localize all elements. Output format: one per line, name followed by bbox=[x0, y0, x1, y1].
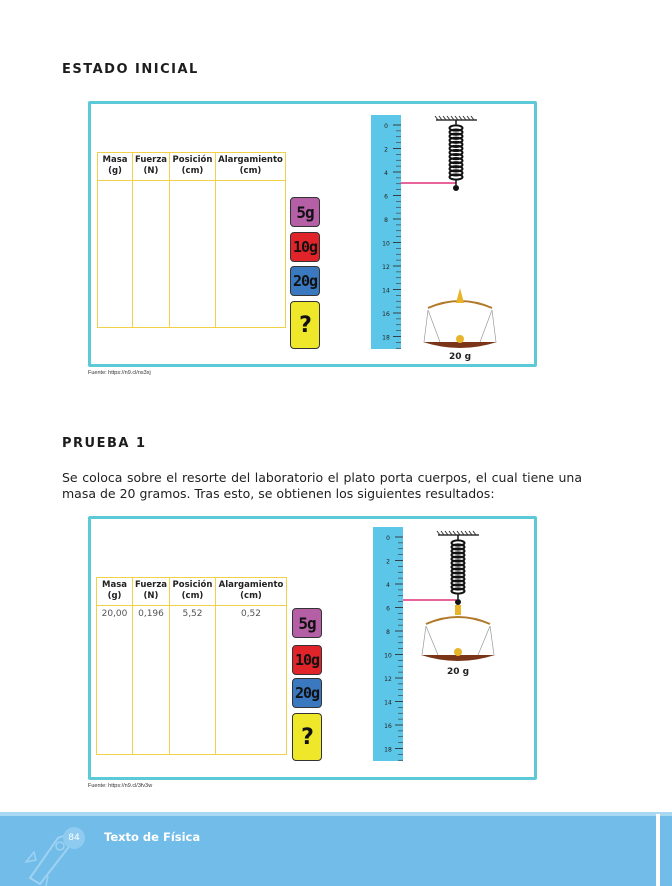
weight-20g[interactable]: 20g bbox=[292, 678, 322, 708]
weight-unknown[interactable]: ? bbox=[290, 301, 320, 349]
plate-mass-label: 20 g bbox=[448, 352, 472, 362]
ruler-tick-label: 8 bbox=[386, 629, 390, 636]
page-number: 84 bbox=[63, 827, 85, 849]
cell-masa: 20,00 bbox=[97, 606, 133, 755]
weight-unknown[interactable]: ? bbox=[292, 713, 322, 761]
ruler-tick-label: 18 bbox=[382, 334, 390, 342]
book-title: Texto de Física bbox=[104, 830, 201, 844]
header-alargamiento: Alargamiento (cm) bbox=[216, 578, 287, 606]
ruler-tick-label: 6 bbox=[386, 605, 390, 613]
cell-fuerza: 0,196 bbox=[133, 606, 170, 755]
cell-posicion: 5,52 bbox=[170, 606, 216, 755]
ruler-tick-label: 4 bbox=[386, 582, 390, 589]
ruler-tick-label: 10 bbox=[384, 652, 392, 660]
header-fuerza: Fuerza (N) bbox=[133, 153, 170, 181]
cell-alargamiento: 0,52 bbox=[216, 606, 287, 755]
ruler-tick-label: 10 bbox=[382, 240, 390, 248]
ruler-tick-label: 16 bbox=[384, 723, 392, 730]
header-masa: Masa (g) bbox=[98, 153, 133, 181]
ruler-tick-label: 6 bbox=[384, 193, 388, 201]
header-posicion: Posición (cm) bbox=[170, 578, 216, 606]
ruler-tick-label: 2 bbox=[384, 146, 388, 154]
source-note-1: Fuente: https://n9.cl/ns3xj bbox=[88, 370, 151, 376]
ruler-tick-label: 12 bbox=[384, 676, 392, 683]
ruler-tick-label: 0 bbox=[384, 123, 388, 130]
ruler-tick-label: 4 bbox=[384, 170, 388, 177]
weight-10g[interactable]: 10g bbox=[290, 232, 320, 262]
section-heading-prueba-1: PRUEBA 1 bbox=[62, 436, 147, 451]
intro-paragraph: Se coloca sobre el resorte del laboratorio el plato porta cuerpos, el cual tiene una masa de 20 gramos. Tras esto, se obtienen los siguientes resultados: bbox=[62, 470, 582, 501]
weight-20g[interactable]: 20g bbox=[290, 266, 320, 296]
ruler-tick-label: 14 bbox=[384, 699, 392, 707]
ruler-tick-label: 8 bbox=[384, 217, 388, 224]
weight-5g[interactable]: 5g bbox=[290, 197, 320, 227]
ruler-tick-label: 18 bbox=[384, 746, 392, 754]
source-note-2: Fuente: https://n9.cl/3fv3w bbox=[88, 783, 153, 789]
weight-5g[interactable]: 5g bbox=[292, 608, 322, 638]
header-alargamiento: Alargamiento (cm) bbox=[216, 153, 286, 181]
weight-10g[interactable]: 10g bbox=[292, 645, 322, 675]
header-masa: Masa (g) bbox=[97, 578, 133, 606]
plate-mass-label: 20 g bbox=[446, 667, 470, 677]
section-heading-estado-inicial: ESTADO INICIAL bbox=[62, 62, 199, 77]
ruler-tick-label: 14 bbox=[382, 287, 390, 295]
header-posicion: Posición (cm) bbox=[170, 153, 216, 181]
ruler-tick-label: 12 bbox=[382, 264, 390, 271]
footer-stripe bbox=[656, 814, 660, 886]
ruler-tick-label: 16 bbox=[382, 311, 390, 318]
header-fuerza: Fuerza (N) bbox=[133, 578, 170, 606]
ruler-tick-label: 0 bbox=[386, 535, 390, 542]
ruler-tick-label: 2 bbox=[386, 558, 390, 566]
